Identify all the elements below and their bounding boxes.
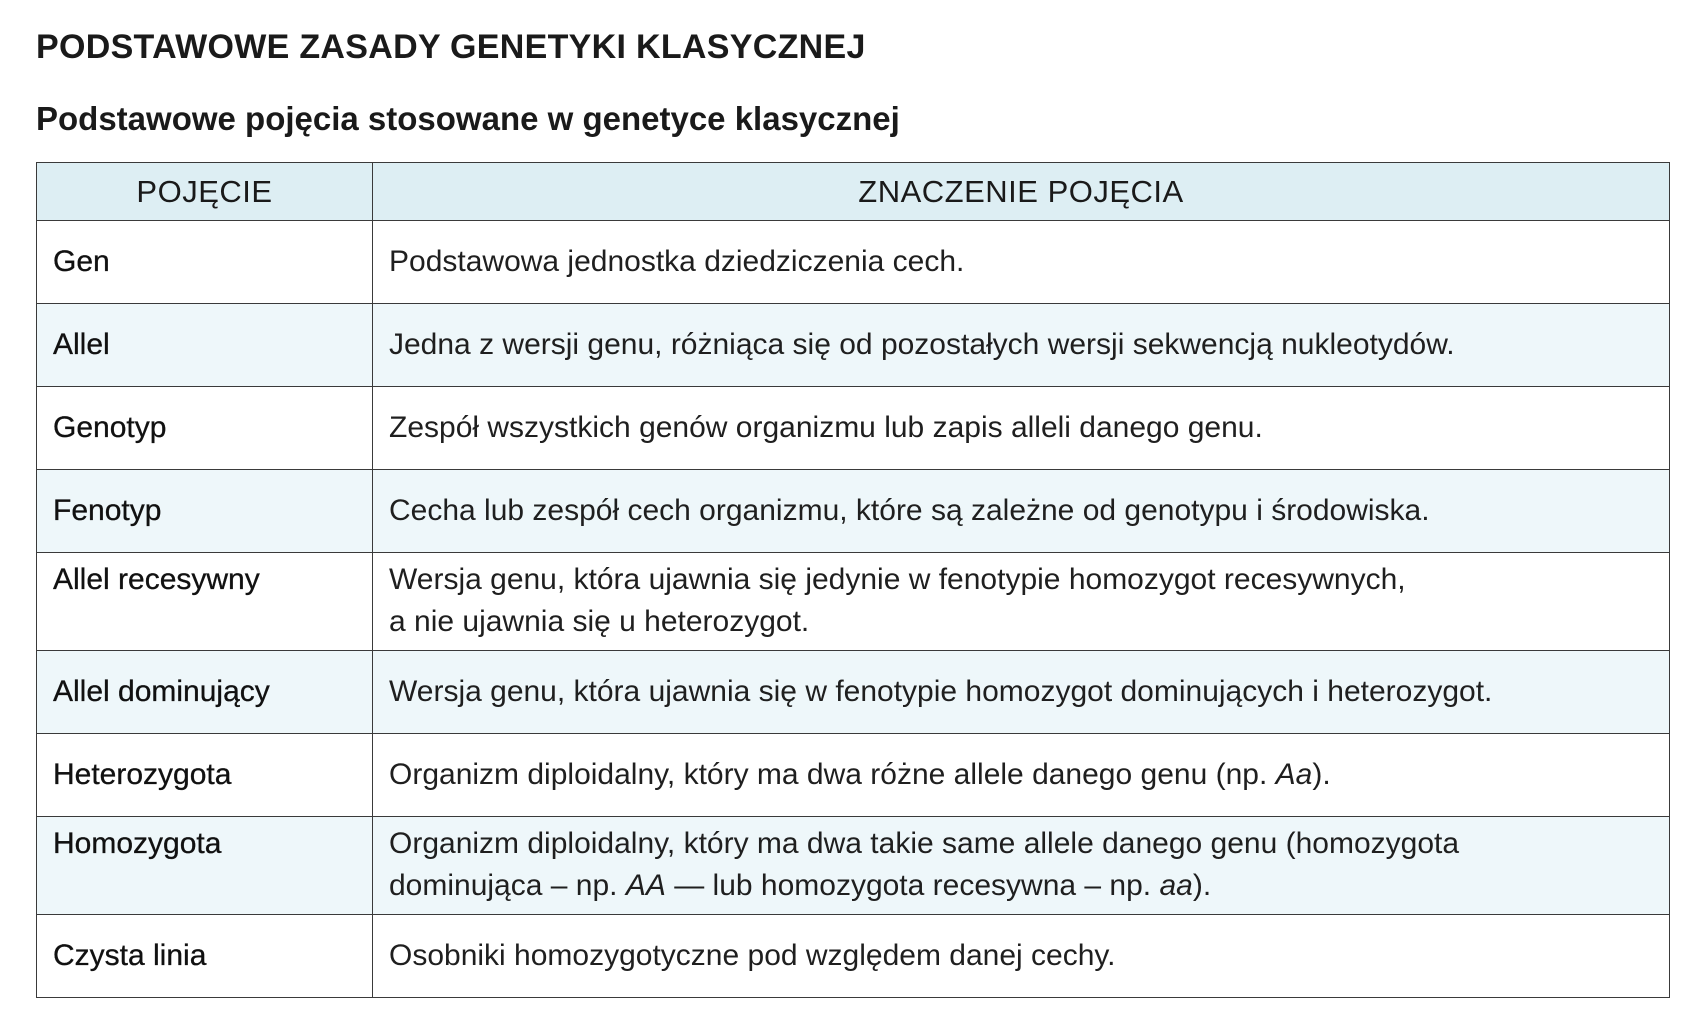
term-cell: Fenotyp xyxy=(37,470,373,553)
genotype-notation: Aa xyxy=(1275,758,1313,791)
term-cell: Gen xyxy=(37,221,373,304)
table-row xyxy=(37,304,1670,387)
term-cell: Allel dominujący xyxy=(37,651,373,734)
meaning-cell: Podstawowa jednostka dziedziczenia cech. xyxy=(373,221,1670,304)
term-cell: Genotyp xyxy=(37,387,373,470)
meaning-cell: Jedna z wersji genu, różniąca się od pozostałych wersji sekwencją nukleotydów. xyxy=(373,304,1670,387)
table-row xyxy=(37,817,1670,915)
term-cell: Homozygota xyxy=(37,817,373,915)
table-row xyxy=(37,221,1670,304)
meaning-cell: Wersja genu, która ujawnia się w fenotypie homozygot dominujących i heterozygot. xyxy=(373,651,1670,734)
meaning-cell: Zespół wszystkich genów organizmu lub zapis alleli danego genu. xyxy=(373,387,1670,470)
meaning-cell: Osobniki homozygotyczne pod względem danej cechy. xyxy=(373,915,1670,998)
genotype-notation: AA xyxy=(625,869,666,902)
meaning-cell xyxy=(373,817,1670,915)
table-row xyxy=(37,470,1670,553)
table-row xyxy=(37,734,1670,817)
term-cell: Heterozygota xyxy=(37,734,373,817)
meaning-text: ). xyxy=(1192,869,1212,902)
page-title: PODSTAWOWE ZASADY GENETYKI KLASYCZNEJ xyxy=(36,28,866,66)
table-row xyxy=(37,387,1670,470)
term-cell: Allel xyxy=(37,304,373,387)
table-row xyxy=(37,553,1670,651)
term-cell: Czysta linia xyxy=(37,915,373,998)
genetics-terms-table xyxy=(36,162,1670,998)
header-row xyxy=(37,163,1670,221)
term-cell: Allel recesywny xyxy=(37,553,373,651)
meaning-cell xyxy=(373,734,1670,817)
genotype-notation: aa xyxy=(1159,869,1193,902)
column-header-term: POJĘCIE xyxy=(37,163,373,221)
meaning-text: dominująca – np. xyxy=(389,869,626,902)
table-header xyxy=(37,163,1670,221)
meaning-text: — lub homozygota recesywna – np. xyxy=(665,869,1160,902)
table-row xyxy=(37,651,1670,734)
meaning-cell xyxy=(373,553,1670,651)
meaning-line-2: a nie ujawnia się u heterozygot. xyxy=(389,605,810,638)
column-header-meaning: ZNACZENIE POJĘCIA xyxy=(373,163,1670,221)
meaning-line-1: Organizm diploidalny, który ma dwa takie same allele danego genu (homozygota xyxy=(389,827,1460,860)
table-caption: Podstawowe pojęcia stosowane w genetyce klasycznej xyxy=(36,100,900,137)
meaning-text: ). xyxy=(1312,758,1331,791)
table-row xyxy=(37,915,1670,998)
meaning-cell: Cecha lub zespół cech organizmu, które są zależne od genotypu i środowiska. xyxy=(373,470,1670,553)
meaning-text: Organizm diploidalny, który ma dwa różne allele danego genu (np. xyxy=(389,758,1276,791)
meaning-line-1: Wersja genu, która ujawnia się jedynie w fenotypie homozygot recesywnych, xyxy=(389,563,1406,596)
